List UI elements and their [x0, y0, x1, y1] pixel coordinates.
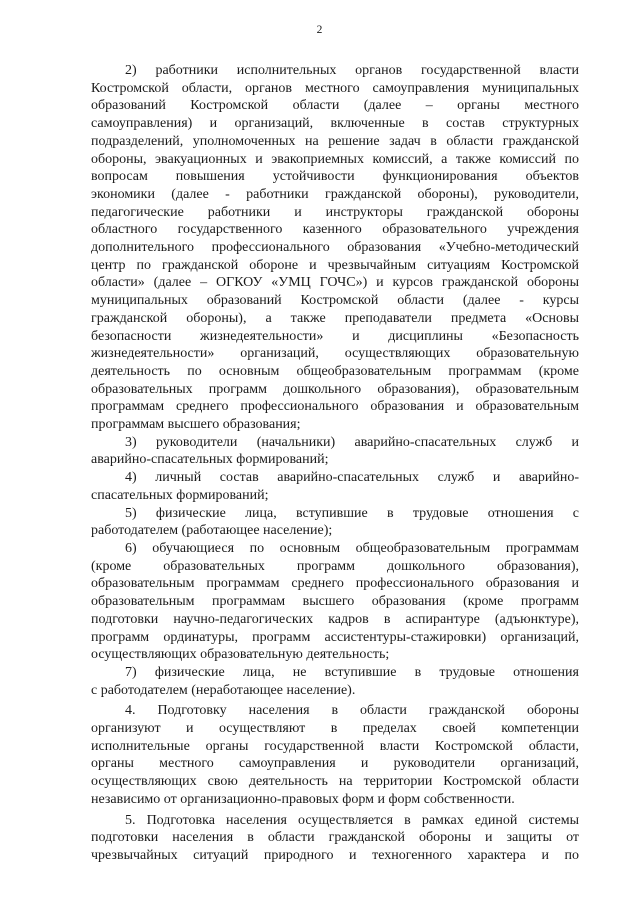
text-line: осуществляющих свою деятельность на территории Костромской области: [91, 774, 579, 790]
text-line: самоуправления) и организаций, включенные в состав структурных: [91, 116, 579, 132]
text-line: обороны, эвакуационных и эвакоприемных комиссий, а также комиссий по: [91, 151, 579, 167]
text-line: 3) руководители (начальники) аварийно-спасательных служб и: [125, 434, 579, 450]
text-line: подготовки научно-педагогических кадров в аспирантуре (адъюнктуре),: [91, 611, 579, 627]
text-line: (кроме образовательных программ дошкольного образования),: [91, 558, 579, 574]
text-line: 5. Подготовка населения осуществляется в рамках единой системы: [125, 812, 579, 828]
text-line: аварийно-спасательных формирований;: [91, 452, 329, 468]
text-line: образовательным программам высшего образования (кроме программ: [91, 594, 579, 610]
text-line: чрезвычайных ситуаций природного и техногенного характера и по: [91, 847, 579, 863]
page-number: 2: [316, 24, 323, 36]
text-line: деятельность по основным общеобразовательным программам (кроме: [91, 363, 579, 379]
text-line: 6) обучающиеся по основным общеобразовательным программам: [125, 540, 579, 556]
paragraph-item-2: [91, 62, 579, 434]
section-4: [91, 702, 579, 808]
text-line: Костромской области, органов местного самоуправления муниципальных: [91, 80, 579, 96]
text-line: подготовки населения в области гражданской обороны и защиты от: [91, 830, 579, 846]
text-line: с работодателем (неработающее население).: [91, 682, 356, 698]
text-line: образовательным программам среднего профессионального образования и: [91, 576, 579, 592]
text-line: жизнедеятельности» организаций, осуществляющих образовательную: [91, 346, 579, 362]
text-line: программ ординатуры, программ ассистентуры-стажировки) организаций,: [91, 629, 579, 645]
text-line: экономики (далее - работники гражданской обороны), руководители,: [91, 186, 579, 202]
text-line: 5) физические лица, вступившие в трудовые отношения с: [125, 505, 579, 521]
text-line: программам высшего образования;: [91, 417, 301, 433]
paragraph-item-3: [91, 434, 579, 469]
text-line: спасательных формирований;: [91, 487, 269, 503]
paragraph-item-6: [91, 540, 579, 664]
text-line: гражданской обороны), а также преподаватели предмета «Основы: [91, 310, 579, 326]
text-line: осуществляющих образовательную деятельность;: [91, 647, 390, 663]
text-line: вопросам повышения устойчивости функционирования объектов: [91, 169, 579, 185]
document-body: [91, 62, 579, 865]
text-line: дополнительного профессионального образования «Учебно-методический: [91, 240, 579, 256]
text-line: подразделений, уполномоченных на решение задач в области гражданской: [91, 133, 579, 149]
text-line: муниципальных образований Костромской области (далее - курсы: [91, 293, 579, 309]
text-line: областного государственного казенного образовательного учреждения: [91, 222, 579, 238]
text-line: педагогические работники и инструкторы гражданской обороны: [91, 204, 579, 220]
text-line: 7) физические лица, не вступившие в трудовые отношения: [125, 664, 579, 680]
text-line: 4. Подготовку населения в области гражданской обороны: [125, 703, 579, 719]
text-line: независимо от организационно-правовых форм и форм собственности.: [91, 791, 515, 807]
text-line: программам среднего профессионального образования и образовательным: [91, 399, 579, 415]
text-line: 2) работники исполнительных органов государственной власти: [125, 63, 579, 78]
section-5: [91, 812, 579, 865]
text-line: образований Костромской области (далее – органы местного: [91, 98, 579, 114]
text-line: области» (далее – ОГКОУ «УМЦ ГОЧС») и курсов гражданской обороны: [91, 275, 579, 291]
text-line: безопасности жизнедеятельности» и дисциплины «Безопасность: [91, 328, 579, 344]
text-line: образовательных программ дошкольного образования), образовательным: [91, 381, 579, 397]
text-line: 4) личный состав аварийно-спасательных служб и аварийно-: [125, 470, 579, 486]
text-line: работодателем (работающее население);: [91, 523, 333, 539]
text-line: организуют и осуществляют в пределах своей компетенции: [91, 721, 579, 737]
paragraph-item-4: [91, 469, 579, 504]
paragraph-item-5: [91, 505, 579, 540]
text-line: органы местного самоуправления и руководители организаций,: [91, 756, 579, 772]
text-line: исполнительные органы государственной власти Костромской области,: [91, 738, 579, 754]
text-line: центр по гражданской обороне и чрезвычайным ситуациям Костромской: [91, 257, 579, 273]
paragraph-item-7: [91, 664, 579, 699]
